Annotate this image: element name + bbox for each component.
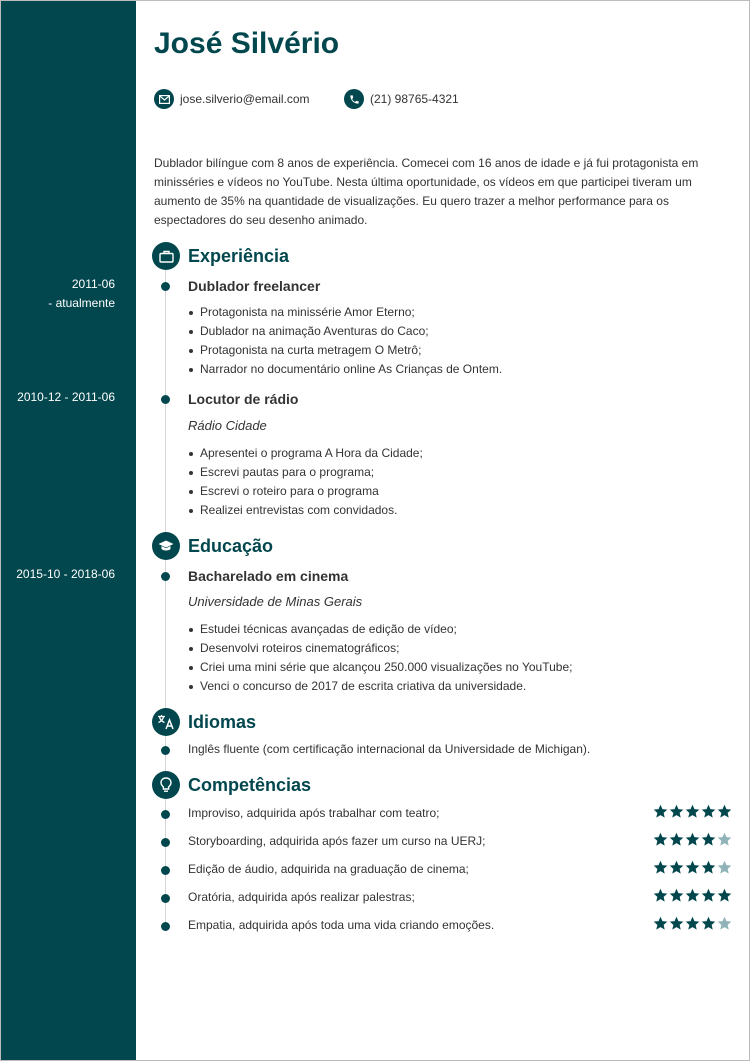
list-item: Escrevi o roteiro para o programa [200, 482, 423, 501]
briefcase-icon [152, 242, 180, 270]
star-filled-icon [701, 888, 716, 903]
star-filled-icon [685, 832, 700, 847]
star-empty-icon [717, 860, 732, 875]
star-filled-icon [685, 804, 700, 819]
list-item: Narrador no documentário online As Crianças de Ontem. [200, 360, 502, 379]
candidate-name: José Silvério [154, 27, 340, 60]
job-organization: Rádio Cidade [188, 418, 267, 433]
list-item: Desenvolvi roteiros cinematográficos; [200, 639, 572, 658]
star-filled-icon [653, 860, 668, 875]
graduation-cap-icon [152, 532, 180, 560]
timeline-line [165, 269, 166, 929]
skill-label: Improviso, adquirida após trabalhar com teatro; [188, 806, 440, 820]
sidebar [1, 1, 136, 1061]
section-title-experience: Experiência [188, 246, 290, 266]
job-title: Dublador freelancer [188, 278, 321, 294]
skill-label: Empatia, adquirida após toda uma vida criando emoções. [188, 918, 495, 932]
skill-rating [653, 832, 732, 847]
job-date: 2010-12 - 2011-06 [17, 390, 115, 404]
timeline-dot [161, 810, 170, 819]
job-date-start: 2011-06 [71, 277, 115, 291]
email-contact [154, 88, 310, 110]
timeline-dot [161, 572, 170, 581]
timeline-dot [161, 922, 170, 931]
skill-label: Oratória, adquirida após realizar palestras; [188, 890, 415, 904]
section-title-languages: Idiomas [188, 712, 257, 732]
star-filled-icon [701, 804, 716, 819]
section-title-skills: Competências [188, 775, 312, 795]
star-filled-icon [685, 916, 700, 931]
timeline-dot [161, 838, 170, 847]
profile-summary: Dublador bilíngue com 8 anos de experiência. Comecei com 16 anos de idade e já fui protagonista em minisséries e vídeos no YouTube. Nesta última oportunidade, os vídeos em que participei tiveram um aumento de 35% na quantidade de visualizações. Eu quero trazer a melhor performance para os espectadores do seu desenho animado. [154, 156, 699, 227]
list-item: Dublador na animação Aventuras do Caco; [200, 322, 502, 341]
job-date-end: - atualmente [48, 296, 115, 310]
timeline-dot [161, 282, 170, 291]
star-filled-icon [669, 888, 684, 903]
phone-text[interactable]: (21) 98765-4321 [370, 92, 459, 106]
star-filled-icon [653, 832, 668, 847]
job-title: Locutor de rádio [188, 391, 299, 407]
phone-contact [344, 88, 459, 110]
star-empty-icon [717, 916, 732, 931]
job-bullets [200, 444, 423, 520]
list-item: Protagonista na minissérie Amor Eterno; [200, 303, 502, 322]
star-filled-icon [701, 860, 716, 875]
star-filled-icon [653, 916, 668, 931]
star-filled-icon [717, 888, 732, 903]
star-filled-icon [717, 804, 732, 819]
skill-rating [653, 916, 732, 931]
lightbulb-icon [152, 771, 180, 799]
translate-icon [152, 708, 180, 736]
star-filled-icon [669, 832, 684, 847]
star-filled-icon [653, 804, 668, 819]
star-filled-icon [653, 888, 668, 903]
star-filled-icon [669, 860, 684, 875]
star-filled-icon [685, 860, 700, 875]
list-item: Criei uma mini série que alcançou 250.000 visualizações no YouTube; [200, 658, 572, 677]
skill-label: Storyboarding, adquirida após fazer um curso na UERJ; [188, 834, 486, 848]
list-item: Apresentei o programa A Hora da Cidade; [200, 444, 423, 463]
timeline-dot [161, 894, 170, 903]
education-bullets [200, 620, 572, 696]
education-date: 2015-10 - 2018-06 [16, 567, 115, 581]
institution-name: Universidade de Minas Gerais [188, 594, 363, 609]
envelope-icon [154, 89, 174, 109]
star-filled-icon [669, 804, 684, 819]
star-filled-icon [669, 916, 684, 931]
timeline-dot [161, 866, 170, 875]
star-filled-icon [701, 832, 716, 847]
star-filled-icon [685, 888, 700, 903]
star-filled-icon [701, 916, 716, 931]
job-bullets [200, 303, 502, 379]
timeline-dot [161, 746, 170, 755]
list-item: Escrevi pautas para o programa; [200, 463, 423, 482]
email-text[interactable]: jose.silverio@email.com [180, 92, 310, 106]
section-title-education: Educação [188, 536, 274, 556]
list-item: Realizei entrevistas com convidados. [200, 501, 423, 520]
list-item: Protagonista na curta metragem O Metrô; [200, 341, 502, 360]
skill-rating [653, 804, 732, 819]
skill-rating [653, 860, 732, 875]
degree-title: Bacharelado em cinema [188, 568, 349, 584]
star-empty-icon [717, 832, 732, 847]
language-item: Inglês fluente (com certificação internacional da Universidade de Michigan). [188, 742, 591, 756]
timeline-dot [161, 395, 170, 404]
list-item: Estudei técnicas avançadas de edição de vídeo; [200, 620, 572, 639]
list-item: Venci o concurso de 2017 de escrita criativa da universidade. [200, 677, 572, 696]
skill-rating [653, 888, 732, 903]
skill-label: Edição de áudio, adquirida na graduação de cinema; [188, 862, 469, 876]
phone-icon [344, 89, 364, 109]
